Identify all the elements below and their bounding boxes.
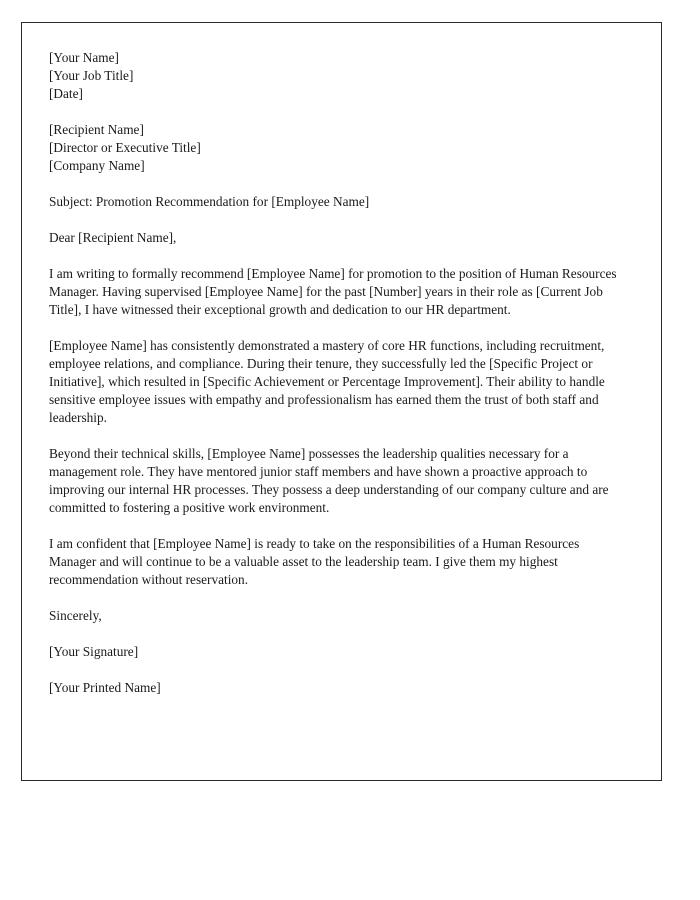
body-paragraph-3: Beyond their technical skills, [Employee Name] possesses the leadership qualities necessary for a management role. They have mentored junior staff members and have shown a proactive approach to improving our internal HR processes. They possess a deep understanding of our company culture and are committed to fostering a positive work environment. xyxy=(49,446,609,515)
sender-job-title: [Your Job Title] xyxy=(49,68,134,83)
salutation: Dear [Recipient Name], xyxy=(49,230,177,245)
letter-page xyxy=(21,22,662,781)
letter-content xyxy=(49,49,625,697)
subject-line: Subject: Promotion Recommendation for [Employee Name] xyxy=(49,194,370,209)
body-paragraph-2: [Employee Name] has consistently demonstrated a mastery of core HR functions, including recruitment, employee relations, and compliance. During their tenure, they successfully led the [Specific Project or Initiative], which resulted in [Specific Achievement or Percentage Improvement]. Their ability to handle sensitive employee issues with empathy and professionalism has earned them the trust of both staff and leadership. xyxy=(49,338,605,425)
recipient-name: [Recipient Name] xyxy=(49,122,144,137)
recipient-title: [Director or Executive Title] xyxy=(49,140,201,155)
printed-name: [Your Printed Name] xyxy=(49,680,161,695)
closing-valediction: Sincerely, xyxy=(49,608,102,623)
letter-date: [Date] xyxy=(49,86,83,101)
body-paragraph-1: I am writing to formally recommend [Employee Name] for promotion to the position of Human Resources Manager. Having supervised [Employee Name] for the past [Number] years in their role as [Current Job Title], I have witnessed their exceptional growth and dedication to our HR department. xyxy=(49,266,617,317)
sender-name: [Your Name] xyxy=(49,50,119,65)
signature-placeholder: [Your Signature] xyxy=(49,644,139,659)
recipient-address-block xyxy=(49,121,625,175)
sender-address-block xyxy=(49,49,625,103)
recipient-company: [Company Name] xyxy=(49,158,145,173)
body-paragraph-4: I am confident that [Employee Name] is ready to take on the responsibilities of a Human Resources Manager and will continue to be a valuable asset to the leadership team. I give them my highest recommendation without reservation. xyxy=(49,536,580,587)
